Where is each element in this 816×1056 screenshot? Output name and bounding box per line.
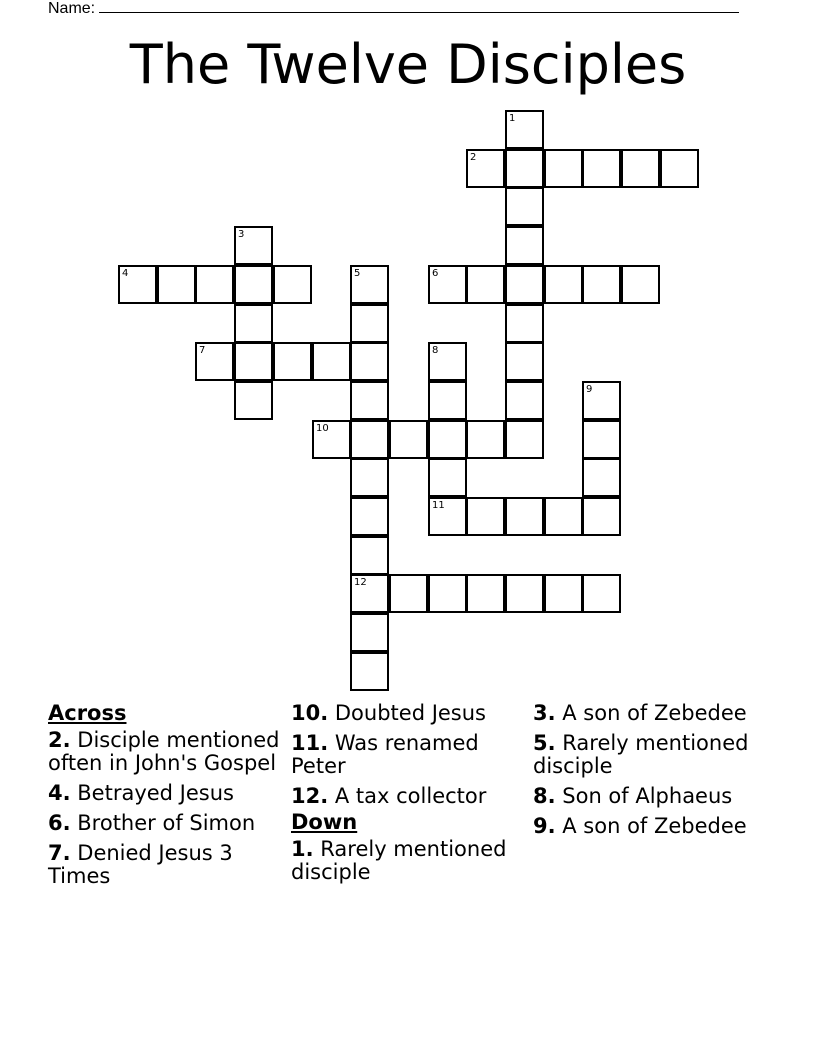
crossword-cell[interactable] bbox=[428, 342, 467, 381]
clue-item bbox=[291, 838, 531, 884]
clue-number: 2 bbox=[470, 152, 477, 163]
clue-item bbox=[291, 702, 531, 725]
crossword-cell[interactable] bbox=[582, 458, 621, 497]
clue-item-text: Betrayed Jesus bbox=[70, 781, 234, 805]
crossword-cell[interactable] bbox=[428, 265, 467, 304]
clue-item bbox=[533, 815, 783, 838]
clue-item-number: 7. bbox=[48, 841, 71, 865]
crossword-cell[interactable] bbox=[505, 304, 544, 343]
crossword-cell[interactable] bbox=[505, 420, 544, 459]
crossword-cell[interactable] bbox=[350, 420, 389, 459]
crossword-cell[interactable] bbox=[234, 226, 273, 265]
crossword-cell[interactable] bbox=[428, 497, 467, 536]
crossword-cell[interactable] bbox=[544, 497, 583, 536]
crossword-cell[interactable] bbox=[505, 342, 544, 381]
crossword-cell[interactable] bbox=[350, 381, 389, 420]
clue-item-text: Disciple mentioned often in John's Gospel bbox=[48, 728, 280, 775]
crossword-cell[interactable] bbox=[350, 613, 389, 652]
clue-number: 8 bbox=[432, 345, 439, 356]
across-clues-list bbox=[48, 729, 288, 888]
clue-item bbox=[48, 729, 288, 775]
crossword-cell[interactable] bbox=[234, 304, 273, 343]
crossword-cell[interactable] bbox=[428, 381, 467, 420]
clue-item-text: Was renamed Peter bbox=[291, 731, 479, 778]
clues-column-1 bbox=[48, 702, 288, 895]
name-label: Name: bbox=[48, 0, 96, 17]
crossword-cell[interactable] bbox=[505, 187, 544, 226]
clue-item-number: 6. bbox=[48, 811, 71, 835]
crossword-cell[interactable] bbox=[428, 458, 467, 497]
crossword-cell[interactable] bbox=[389, 574, 428, 613]
crossword-cell[interactable] bbox=[660, 149, 699, 188]
clue-item-number: 9. bbox=[533, 814, 556, 838]
clue-item-number: 12. bbox=[291, 784, 329, 808]
clue-number: 4 bbox=[122, 268, 129, 279]
crossword-cell[interactable] bbox=[582, 420, 621, 459]
clue-number: 3 bbox=[238, 229, 245, 240]
crossword-cell[interactable] bbox=[234, 265, 273, 304]
clue-item-text: Rarely mentioned disciple bbox=[291, 837, 507, 884]
clue-number: 10 bbox=[316, 423, 329, 434]
clue-item bbox=[533, 732, 783, 778]
clues-column-2 bbox=[291, 702, 531, 891]
clue-number: 9 bbox=[586, 384, 593, 395]
crossword-cell[interactable] bbox=[350, 265, 389, 304]
clue-item bbox=[533, 702, 783, 725]
crossword-cell[interactable] bbox=[350, 574, 389, 613]
page-title: The Twelve Disciples bbox=[129, 33, 687, 96]
crossword-cell[interactable] bbox=[350, 342, 389, 381]
crossword-cell[interactable] bbox=[621, 149, 660, 188]
crossword-cell[interactable] bbox=[234, 381, 273, 420]
crossword-cell[interactable] bbox=[350, 304, 389, 343]
crossword-cell[interactable] bbox=[582, 381, 621, 420]
clue-number: 5 bbox=[354, 268, 361, 279]
clue-number: 1 bbox=[509, 113, 516, 124]
clue-item-number: 2. bbox=[48, 728, 71, 752]
crossword-cell[interactable] bbox=[505, 381, 544, 420]
crossword-cell[interactable] bbox=[312, 342, 351, 381]
clue-item-number: 11. bbox=[291, 731, 329, 755]
crossword-cell[interactable] bbox=[234, 342, 273, 381]
down-clues-list bbox=[291, 838, 531, 884]
down-heading: Down bbox=[291, 810, 358, 834]
crossword-cell[interactable] bbox=[350, 652, 389, 691]
across-heading: Across bbox=[48, 701, 127, 725]
crossword-cell[interactable] bbox=[312, 420, 351, 459]
crossword-cell[interactable] bbox=[544, 574, 583, 613]
crossword-cell[interactable] bbox=[350, 497, 389, 536]
crossword-cell[interactable] bbox=[428, 420, 467, 459]
crossword-cell[interactable] bbox=[118, 265, 157, 304]
crossword-cell[interactable] bbox=[466, 149, 505, 188]
crossword-cell[interactable] bbox=[273, 265, 312, 304]
crossword-cell[interactable] bbox=[505, 265, 544, 304]
crossword-cell[interactable] bbox=[582, 574, 621, 613]
crossword-cell[interactable] bbox=[505, 110, 544, 149]
clue-item-text: Denied Jesus 3 Times bbox=[48, 841, 233, 888]
clue-number: 11 bbox=[432, 500, 445, 511]
crossword-cell[interactable] bbox=[505, 149, 544, 188]
crossword-cell[interactable] bbox=[389, 420, 428, 459]
clue-item bbox=[48, 812, 288, 835]
crossword-cell[interactable] bbox=[195, 265, 234, 304]
clue-item-number: 4. bbox=[48, 781, 71, 805]
clue-item-number: 8. bbox=[533, 784, 556, 808]
crossword-cell[interactable] bbox=[466, 497, 505, 536]
clue-item-text: A tax collector bbox=[328, 784, 487, 808]
crossword-cell[interactable] bbox=[505, 497, 544, 536]
clue-item bbox=[533, 785, 783, 808]
clue-item bbox=[291, 785, 531, 808]
clue-item-number: 5. bbox=[533, 731, 556, 755]
crossword-cell[interactable] bbox=[428, 574, 467, 613]
clue-item bbox=[48, 782, 288, 805]
crossword-cell[interactable] bbox=[621, 265, 660, 304]
crossword-cell[interactable] bbox=[350, 458, 389, 497]
crossword-cell[interactable] bbox=[157, 265, 196, 304]
clue-item-number: 3. bbox=[533, 701, 556, 725]
clue-number: 7 bbox=[199, 345, 206, 356]
crossword-cell[interactable] bbox=[466, 265, 505, 304]
clue-item-text: Brother of Simon bbox=[70, 811, 256, 835]
clue-number: 6 bbox=[432, 268, 439, 279]
crossword-cell[interactable] bbox=[582, 149, 621, 188]
clue-item-text: A son of Zebedee bbox=[555, 814, 747, 838]
crossword-cell[interactable] bbox=[505, 574, 544, 613]
crossword-cell[interactable] bbox=[505, 226, 544, 265]
across-clues-list-continued bbox=[291, 702, 531, 808]
clue-item-text: Rarely mentioned disciple bbox=[533, 731, 749, 778]
crossword-cell[interactable] bbox=[582, 265, 621, 304]
crossword-cell[interactable] bbox=[466, 420, 505, 459]
clue-number: 12 bbox=[354, 577, 367, 588]
clues-column-3 bbox=[533, 702, 783, 845]
clue-item-number: 10. bbox=[291, 701, 329, 725]
clue-item-text: A son of Zebedee bbox=[555, 701, 747, 725]
crossword-cell[interactable] bbox=[544, 149, 583, 188]
crossword-cell[interactable] bbox=[273, 342, 312, 381]
crossword-cell[interactable] bbox=[350, 536, 389, 575]
clue-item bbox=[291, 732, 531, 778]
clue-item-text: Son of Alphaeus bbox=[555, 784, 733, 808]
clue-item-number: 1. bbox=[291, 837, 314, 861]
crossword-cell[interactable] bbox=[544, 265, 583, 304]
crossword-cell[interactable] bbox=[195, 342, 234, 381]
down-clues-list-continued bbox=[533, 702, 783, 838]
clue-item bbox=[48, 842, 288, 888]
crossword-cell[interactable] bbox=[466, 574, 505, 613]
clue-item-text: Doubted Jesus bbox=[328, 701, 487, 725]
crossword-cell[interactable] bbox=[582, 497, 621, 536]
